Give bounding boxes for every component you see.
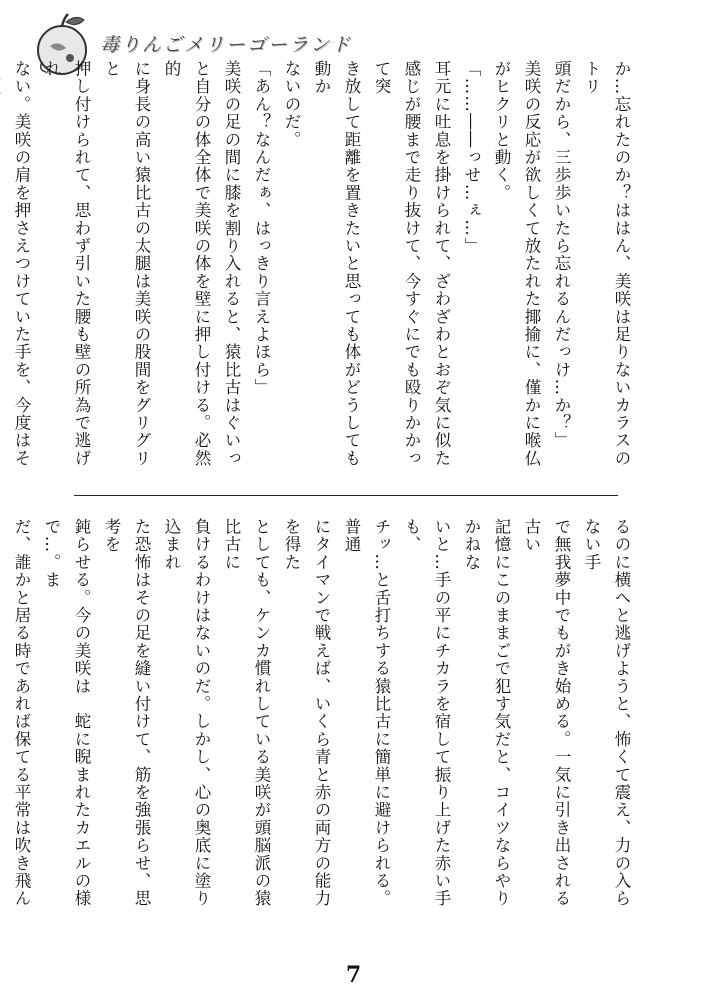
text-line: 「あん？なんだぁ、はっきり言えよほら」 (252, 60, 271, 397)
top-text-block (12, 60, 636, 470)
text-line: か…忘れたのか？ははん、美咲は足りないカラスのトリ (582, 60, 631, 468)
text-line: た恐怖はその足を縫い付けて、筋を強張らせ、思考を (102, 518, 151, 908)
text-line: 美咲の足の間に膝を割り入れると、猿比古はぐいっ (222, 60, 241, 468)
text-line: チッ…と舌打ちする猿比古に簡単に避けられる。普通 (342, 518, 391, 908)
text-line: 鈍らせる。今の美咲は 蛇に睨まれたカエルの様で…。ま (42, 518, 91, 908)
text-line: 頭だから、三歩歩いたら忘れるんだっけ…か？」 (552, 60, 571, 450)
text-line: に身長の高い猿比古の太腿は美咲の股間をグリグリと (102, 60, 151, 468)
text-line: るのに横へと逃げようと、怖くて震え、力の入らない手 (582, 518, 631, 908)
text-line: 「……――っせ…ぇ…」 (462, 60, 481, 255)
section-divider (74, 495, 618, 496)
text-line: で無我夢中でもがき始める。一気に引き出される古い (522, 518, 571, 908)
text-line: としても、ケンカ慣れしている美咲が頭脳派の猿比古に (222, 518, 271, 908)
text-line: いと…手の平にチカラを宿して振り上げた赤い手も、 (402, 518, 451, 908)
text-line: き放して距離を置きたいと思っても体がどうしても動か (312, 60, 361, 468)
text-line: 感じが腰まで走り抜けて、今すぐにでも殴りかかって突 (372, 60, 421, 468)
text-line: だ、誰かと居る時であれば保てる平常は吹き飛ん (12, 518, 31, 908)
header-title: 毒りんごメリーゴーランド (100, 34, 353, 56)
text-line: 押し付けられて、思わず引いた腰も壁の所為で逃げれ (42, 60, 91, 468)
text-line: 記憶にこのままごで犯す気だと、コイツならやりかねな (462, 518, 511, 908)
text-line: ない。美咲の肩を押さえつけていた手を、今度はそ (12, 60, 31, 468)
text-line: がヒクリと動く。 (492, 60, 511, 202)
text-line: 耳元に吐息を掛けられて、ざわざわとおぞ気に似た (432, 60, 451, 468)
text-line: と自分の体全体で美咲の体を壁に押し付ける。必然的 (162, 60, 211, 468)
text-line: にタイマンで戦えば、いくら青と赤の両方の能力を得た (282, 518, 331, 908)
text-line: ないのだ。 (282, 60, 301, 149)
text-line: 負けるわけはないのだ。しかし、心の奥底に塗り込まれ (162, 518, 211, 908)
bottom-text-block (12, 518, 636, 918)
text-line: 美咲の反応が欲しくて放たれた揶揄に、僅かに喉仏 (522, 60, 541, 468)
page-number: 7 (345, 962, 362, 988)
